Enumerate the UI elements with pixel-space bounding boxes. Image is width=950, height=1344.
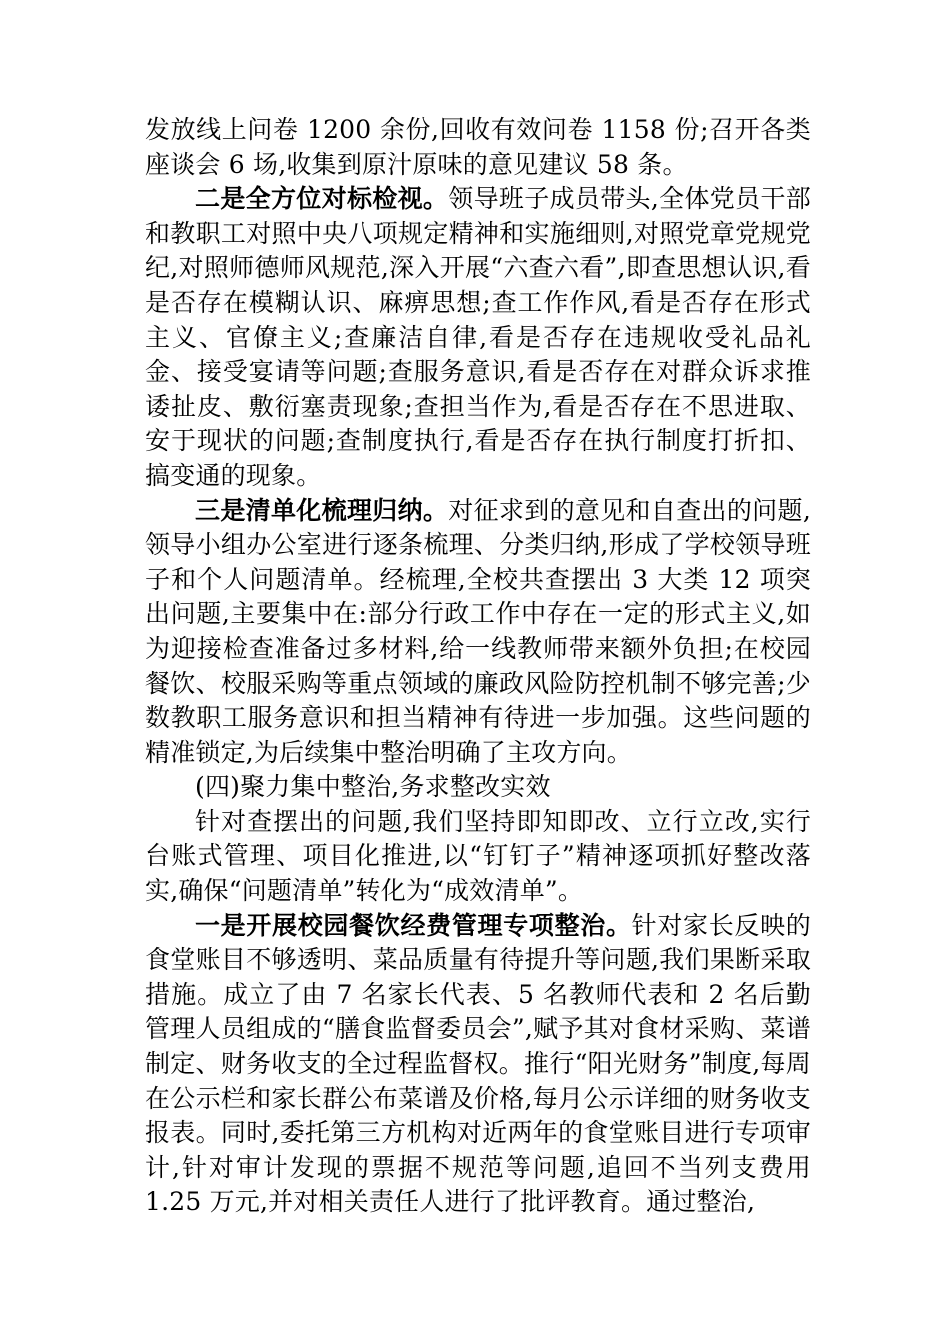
paragraph-issue-list <box>145 494 811 771</box>
paragraph-text: 针对家长反映的食堂账目不够透明、菜品质量有待提升等问题,我们果断采取措施。成立了由 7 名家长代表、5 名教师代表和 2 名后勤管理人员组成的“膳食监督委员会”,赋予其对食材采购、菜谱制定、财务收支的全过程监督权。推行“阳光财务”制度,每周在公示栏和家长群公布菜谱及价格,每月公示详细的财务收支报表。同时,委托第三方机构对近两年的食堂账目进行专项审计,针对审计发现的票据不规范等问题,追回不当列支费用 1.25 万元,并对相关责任人进行了批评教育。通过整治, <box>145 910 811 1217</box>
paragraph-self-inspection <box>145 182 811 493</box>
paragraph-heading: 二是全方位对标检视。 <box>195 184 449 214</box>
section-heading <box>145 770 811 805</box>
paragraph-text: 针对查摆出的问题,我们坚持即知即改、立行立改,实行台账式管理、项目化推进,以“钉钉子”精神逐项抓好整改落实,确保“问题清单”转化为“成效清单”。 <box>145 806 811 906</box>
paragraph-text: 领导班子成员带头,全体党员干部和教职工对照中央八项规定精神和实施细则,对照党章党规党纪,对照师德师风规范,深入开展“六查六看”,即查思想认识,看是否存在模糊认识、麻痹思想;查工作作风,看是否存在形式主义、官僚主义;查廉洁自律,看是否存在违规收受礼品礼金、接受宴请等问题;查服务意识,看是否存在对群众诉求推诿扯皮、敷衍塞责现象;查担当作为,看是否存在不思进取、安于现状的问题;查制度执行,看是否存在执行制度打折扣、搞变通的现象。 <box>145 184 811 490</box>
paragraph-text: 对征求到的意见和自查出的问题,领导小组办公室进行逐条梳理、分类归纳,形成了学校领导班子和个人问题清单。经梳理,全校共查摆出 3 大类 12 项突出问题,主要集中在:部分行政工作中存在一定的形式主义,如为迎接检查准备过多材料,给一线教师带来额外负担;在校园餐饮、校服采购等重点领域的廉政风险防控机制不够完善;少数教职工服务意识和担当精神有待进一步加强。这些问题的精准锁定,为后续集中整治明确了主攻方向。 <box>145 495 811 767</box>
paragraph-survey-summary <box>145 113 811 182</box>
paragraph-catering-rectification <box>145 909 811 1220</box>
paragraph-heading: 一是开展校园餐饮经费管理专项整治。 <box>195 910 632 940</box>
paragraph-rectification-intro <box>145 805 811 909</box>
paragraph-heading: 三是清单化梳理归纳。 <box>195 495 449 525</box>
paragraph-text: 发放线上问卷 1200 余份,回收有效问卷 1158 份;召开各类座谈会 6 场,收集到原汁原味的意见建议 58 条。 <box>145 115 811 179</box>
document-body <box>145 113 811 1220</box>
section-heading-text: (四)聚力集中整治,务求整改实效 <box>195 772 551 802</box>
